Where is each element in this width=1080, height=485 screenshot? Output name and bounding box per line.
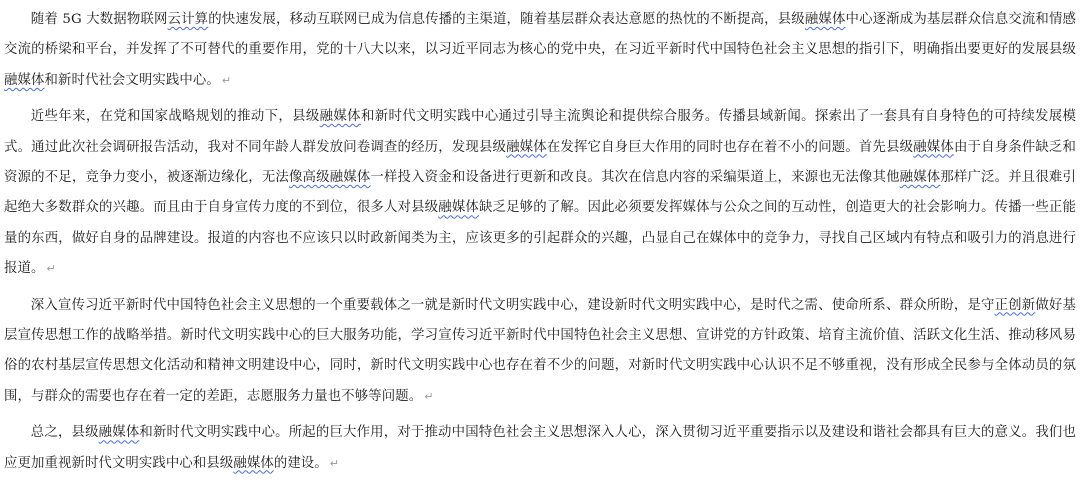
flagged-word[interactable]: 融媒体	[438, 200, 479, 216]
text-segment: 深入宣传习近平新时代中国特色社会主义思想的一个重要载体之一就是新时代文明实践中心，建设新时代文明实践中心，是时代之需、使命所系、群众所盼，是守	[30, 297, 995, 313]
paragraph-4[interactable]	[4, 418, 1076, 479]
text-segment: 和新时代社会文明实践中心。	[44, 72, 220, 88]
text-segment: 由于自身条件缺乏和资源的不足，竞争力变小，被逐渐边缘化，无法	[4, 139, 1076, 186]
paragraph-mark-icon: ↵	[424, 389, 434, 403]
flagged-word[interactable]: 云计算	[167, 12, 209, 27]
text-segment: 随着 5G 大数据物联网	[30, 12, 168, 27]
text-segment: 那样广泛。并且很难引起绝大多数群众的兴趣。而且由于自身宣传力度的不到位，很多人对县级	[4, 170, 1076, 216]
paragraph-3[interactable]	[4, 291, 1076, 413]
flagged-word[interactable]: 融媒体	[506, 139, 547, 155]
flagged-word[interactable]: 融媒体	[319, 109, 361, 125]
text-segment: 一样投入资金和设备进行更新和改良。其次在信息内容的采编渠道上，来源也无法像其他	[370, 170, 900, 186]
text-segment: 的快速发展，移动互联网已成为信息传播的主渠道，随着基层群众表达意愿的热忱的不断提高，县级	[208, 12, 805, 27]
flagged-word[interactable]: 像高级融媒体	[288, 170, 371, 186]
document-body[interactable]	[4, 5, 1076, 485]
text-segment: 总之，县级	[30, 425, 99, 441]
text-segment: 做好基层宣传思想工作的战略举措。新时代文明实践中心的巨大服务功能，学习宣传习近平新时代中国特色社会主义思想、宣讲党的方针政策、培育主流价值、活跃文化生活、推动移风易俗的农村基层宣传思想文化活动和精神文明建设中心，同时，新时代文明实践中心也存在着不少的问题，对新时代文明实践中心认识不足不够重视，没有形成全民参与全体动员的氛围，与群众的需要也存在着一定的差距，志愿服务力量也不够等问题。	[4, 297, 1076, 404]
flagged-word[interactable]: 融媒体	[804, 12, 846, 27]
text-segment: 和新时代文明实践中心通过引导主流舆论和提供综合服务。传播县域新闻。探索出了一套具有自身特色的可持续发展模式。通过此次社会调研报告活动，我对不同年龄人群发放问卷调查的经历，发现县级	[4, 109, 1076, 155]
text-segment: 在发挥它自身巨大作用的同时也存在着不小的问题。首先县级	[546, 139, 914, 155]
flagged-word[interactable]: 融媒体	[899, 170, 941, 186]
flagged-word[interactable]: 正创新	[994, 297, 1036, 313]
flagged-word[interactable]: 融媒体	[98, 425, 140, 441]
paragraph-1[interactable]	[4, 5, 1076, 96]
paragraph-mark-icon: ↵	[46, 262, 56, 276]
text-segment: 中心逐渐成为基层群众信息交流和情感交流的桥梁和平台，并发挥了不可替代的重要作用，党的十八大以来，以习近平同志为核心的党中央，在习近平新时代中国特色社会主义思想的指引下，明确指出要更好的发展县级	[4, 12, 1076, 58]
paragraph-2[interactable]	[4, 102, 1076, 284]
flagged-word[interactable]: 融媒体	[4, 72, 45, 88]
text-segment: 近些年来，在党和国家战略规划的推动下，县级	[30, 109, 320, 125]
paragraph-mark-icon: ↵	[221, 73, 232, 87]
text-segment: 缺乏足够的了解。因此必须要发挥媒体与公众之间的互动性，创造更大的社会影响力。传播一些正能量的东西，做好自身的品牌建设。报道的内容也不应该只以时政新闻类为主，应该更多的引起群众的兴趣，凸显自己在媒体中的竞争力，寻找自己区域内有特点和吸引力的消息进行报道。	[4, 200, 1076, 277]
text-segment: 的建设。	[273, 455, 328, 471]
text-segment: 和新时代文明实践中心。所起的巨大作用，对于推动中国特色社会主义思想深入人心，深入贯彻习近平重要指示以及建设和谐社会都具有巨大的意义。我们也应更加重视新时代文明实践中心和县级	[4, 425, 1076, 471]
paragraph-mark-icon: ↵	[329, 456, 340, 470]
flagged-word[interactable]: 融媒体	[233, 455, 274, 471]
flagged-word[interactable]: 融媒体	[913, 139, 954, 155]
